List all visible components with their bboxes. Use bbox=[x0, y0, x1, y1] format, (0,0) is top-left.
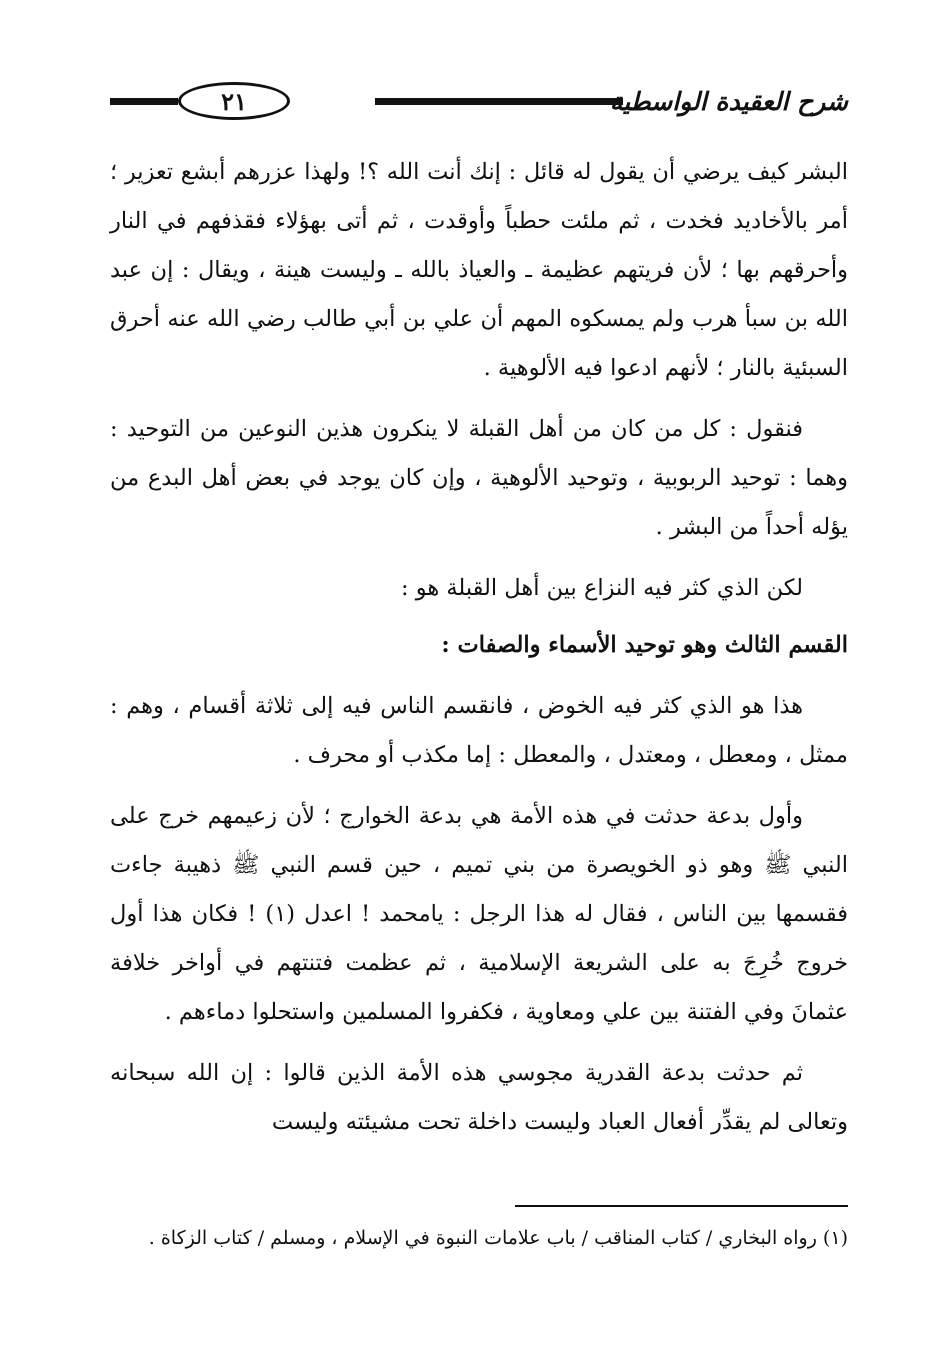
header-rule-left bbox=[110, 98, 178, 105]
footnotes bbox=[110, 1220, 848, 1257]
header-rule-right bbox=[375, 98, 623, 105]
paragraph: ثم حدثت بدعة القدرية مجوسي هذه الأمة الذين قالوا : إن الله سبحانه وتعالى لم يقدِّر أفعال العباد وليست داخلة تحت مشيئته وليست bbox=[110, 1060, 848, 1135]
paragraph: وأول بدعة حدثت في هذه الأمة هي بدعة الخوارج ؛ لأن زعيمهم خرج على النبي ﷺ وهو ذو الخويصرة من بني تميم ، حين قسم النبي ﷺ ذهيبة جاءت فقسمها بين الناس ، فقال له هذا الرجل : يامحمد ! اعدل (١) ! فكان هذا أول خروج خُرِجَ به على الشريعة الإسلامية ، ثم عظمت فتنتهم في أواخر خلافة عثمانَ وفي الفتنة بين علي ومعاوية ، فكفروا المسلمين واستحلوا دماءهم . bbox=[110, 803, 848, 1025]
footnote: (١) رواه البخاري / كتاب المناقب / باب علامات النبوة في الإسلام ، ومسلم / كتاب الزكاة . bbox=[148, 1227, 848, 1249]
footnote-separator bbox=[515, 1205, 848, 1207]
running-header bbox=[110, 82, 848, 122]
paragraph-continuation: البشر كيف يرضي أن يقول له قائل : إنك أنت الله ؟! ولهذا عزرهم أبشع تعزير ؛ أمر بالأخاديد فخدت ، ثم ملئت حطباً وأوقدت ، ثم أتى بهؤلاء فقذفهم في النار وأحرقهم بها ؛ لأن فريتهم عظيمة ـ والعياذ بالله ـ وليست هينة ، ويقال : إن عبد الله بن سبأ هرب ولم يمسكوه المهم أن علي بن أبي طالب رضي الله عنه أحرق السبئية بالنار ؛ لأنهم ادعوا فيه الألوهية . bbox=[110, 159, 848, 381]
paragraph: لكن الذي كثر فيه النزاع بين أهل القبلة هو : bbox=[400, 575, 803, 601]
paragraph: فنقول : كل من كان من أهل القبلة لا ينكرون هذين النوعين من التوحيد : وهما : توحيد الربوبية ، وتوحيد الألوهية ، وإن كان يوجد في بعض أهل البدع من يؤله أحداً من البشر . bbox=[110, 416, 848, 540]
paragraph: هذا هو الذي كثر فيه الخوض ، فانقسم الناس فيه إلى ثلاثة أقسام ، وهم : ممثل ، ومعطل ، ومعتدل ، والمعطل : إما مكذب أو محرف . bbox=[110, 693, 848, 768]
page-number: ٢١ bbox=[178, 82, 290, 120]
section-heading: القسم الثالث وهو توحيد الأسماء والصفات : bbox=[441, 632, 848, 658]
book-title: شرح العقيدة الواسطية bbox=[609, 87, 848, 116]
main-text bbox=[110, 148, 848, 1147]
